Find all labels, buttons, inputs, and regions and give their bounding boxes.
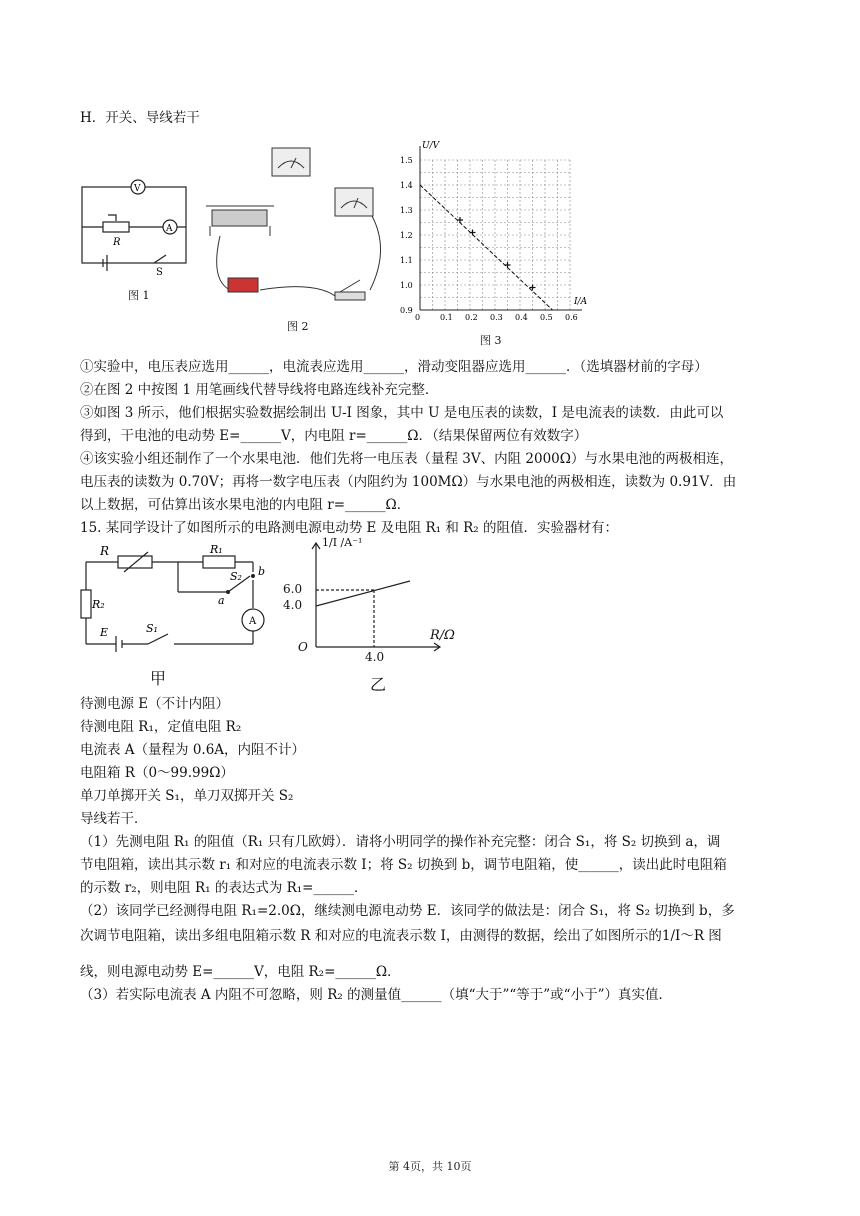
x-tick-label: 0	[415, 313, 421, 322]
q14-line-2: ②在图 2 中按图 1 用笔画线代替导线将电路连线补充完整．	[80, 382, 439, 398]
y-tick-label: 1.3	[400, 206, 413, 215]
q15-part1-line-3: 的示数 r₂，则电阻 R₁ 的表达式为 R₁=______．	[80, 880, 368, 896]
x-tick-label: 0.4	[515, 313, 528, 322]
svg-text:S: S	[156, 267, 163, 275]
x-tick-label: 0.6	[565, 313, 578, 322]
y-tick-label: 1.4	[400, 181, 413, 190]
material-2: 待测电阻 R₁，定值电阻 R₂	[80, 719, 242, 735]
q15-part2-line-1: （2）该同学已经测得电阻 R₁=2.0Ω，继续测电源电动势 E．该同学的做法是：闭合 S₁，将 S₂ 切换到 b，多	[80, 903, 735, 919]
q15-part3: （3）若实际电流表 A 内阻不可忽略，则 R₂ 的测量值______（填“大于”“等于”或“小于”）真实值．	[80, 987, 672, 1003]
svg-text:V: V	[134, 184, 141, 194]
svg-text:S₁: S₁	[146, 622, 158, 635]
q14-line-3: ③如图 3 所示，他们根据实验数据绘制出 U-I 图象，其中 U 是电压表的读数，I 是电流表的读数．由此可以	[80, 405, 724, 421]
q15-part2-line-3: 线，则电源电动势 E=______V，电阻 R₂=______Ω．	[80, 964, 401, 980]
graph-yi-x1: 4.0	[365, 650, 385, 664]
svg-text:R: R	[113, 237, 121, 248]
figure-3-caption: 图 3	[480, 334, 502, 347]
y-tick-label: 0.9	[400, 306, 413, 315]
figure-2-caption: 图 2	[287, 320, 309, 333]
material-5: 单刀单掷开关 S₁，单刀双掷开关 S₂	[80, 788, 294, 804]
figure-3-graph	[390, 138, 590, 328]
figure-1-caption: 图 1	[128, 289, 150, 302]
graph-yi-y1: 6.0	[283, 582, 303, 596]
graph-yi-ylabel: 1/I /A⁻¹	[322, 536, 363, 549]
figure-jia-circuit	[78, 540, 278, 665]
q15-part1-line-1: （1）先测电阻 R₁ 的阻值（R₁ 只有几欧姆）．请将小明同学的操作补充完整：闭合 S₁，将 S₂ 切换到 a，调	[80, 834, 721, 850]
svg-text:E: E	[100, 626, 109, 639]
data-point	[457, 217, 463, 223]
svg-text:A: A	[249, 616, 257, 627]
figure-yi-caption: 乙	[370, 675, 387, 694]
figure-jia-caption: 甲	[150, 669, 167, 688]
q14-line-6: 电压表的读数为 0.70V；再将一数字电压表（内阻约为 100MΩ）与水果电池的两极相连，读数为 0.91V．由	[80, 474, 737, 490]
x-tick-label: 0.3	[490, 313, 503, 322]
q14-line-4: 得到，干电池的电动势 E=______V，内电阻 r=______Ω．（结果保留两位有效数字）	[80, 428, 588, 444]
y-tick-label: 1.2	[400, 231, 413, 240]
svg-text:S₂: S₂	[230, 570, 242, 583]
data-point	[505, 262, 511, 268]
y-tick-label: 1.1	[400, 256, 413, 265]
svg-text:b: b	[258, 565, 266, 578]
q15-part2-line-2: 次调节电阻箱，读出多组电阻箱示数 R 和对应的电流表示数 I，由测得的数据，绘出了如图所示的1/I～R 图	[80, 928, 722, 944]
svg-text:R: R	[100, 544, 110, 558]
graph-yi-xlabel: R/Ω	[430, 628, 455, 643]
x-tick-label: 0.2	[465, 313, 478, 322]
graph-yi-origin: O	[298, 640, 308, 654]
material-6: 导线若干．	[80, 811, 148, 827]
material-4: 电阻箱 R（0～99.99Ω）	[80, 765, 234, 781]
svg-text:a: a	[218, 594, 225, 607]
x-tick-label: 0.1	[440, 313, 453, 322]
q15-part1-line-2: 节电阻箱，读出其示数 r₁ 和对应的电流表示数 I；将 S₂ 切换到 b，调节电阻箱，使______，读出此时电阻箱	[80, 857, 727, 873]
q14-line-7: 以上数据，可估算出该水果电池的内电阻 r=______Ω．	[80, 497, 411, 513]
data-point	[470, 230, 476, 236]
y-axis-label: U/V	[422, 141, 440, 151]
svg-text:A: A	[166, 224, 173, 234]
figure-yi-graph	[290, 535, 470, 665]
y-tick-label: 1.0	[400, 281, 413, 290]
graph-yi-y2: 4.0	[283, 598, 303, 612]
figure-1-circuit	[78, 175, 193, 275]
x-tick-label: 0.5	[540, 313, 553, 322]
figure-2-apparatus	[200, 140, 390, 315]
q14-line-1: ①实验中，电压表应选用______，电流表应选用______，滑动变阻器应选用______．（选填器材前的字母）	[80, 359, 708, 375]
material-1: 待测电源 E（不计内阻）	[80, 696, 230, 712]
q15-title: 15. 某同学设计了如图所示的电路测电源电动势 E 及电阻 R₁ 和 R₂ 的阻值．实验器材有：	[80, 520, 619, 536]
q14-line-5: ④该实验小组还制作了一个水果电池．他们先将一电压表（量程 3V、内阻 2000Ω）与水果电池的两极相连，	[80, 451, 733, 467]
svg-text:R₂: R₂	[92, 598, 105, 611]
y-tick-label: 1.5	[400, 156, 413, 165]
page-footer: 第 4页，共 10页	[388, 1160, 472, 1173]
svg-text:R₁: R₁	[210, 543, 223, 556]
x-axis-label: I/A	[574, 297, 588, 307]
material-3: 电流表 A（量程为 0.6A，内阻不计）	[80, 742, 306, 758]
item-h: H．开关、导线若干	[80, 110, 200, 126]
